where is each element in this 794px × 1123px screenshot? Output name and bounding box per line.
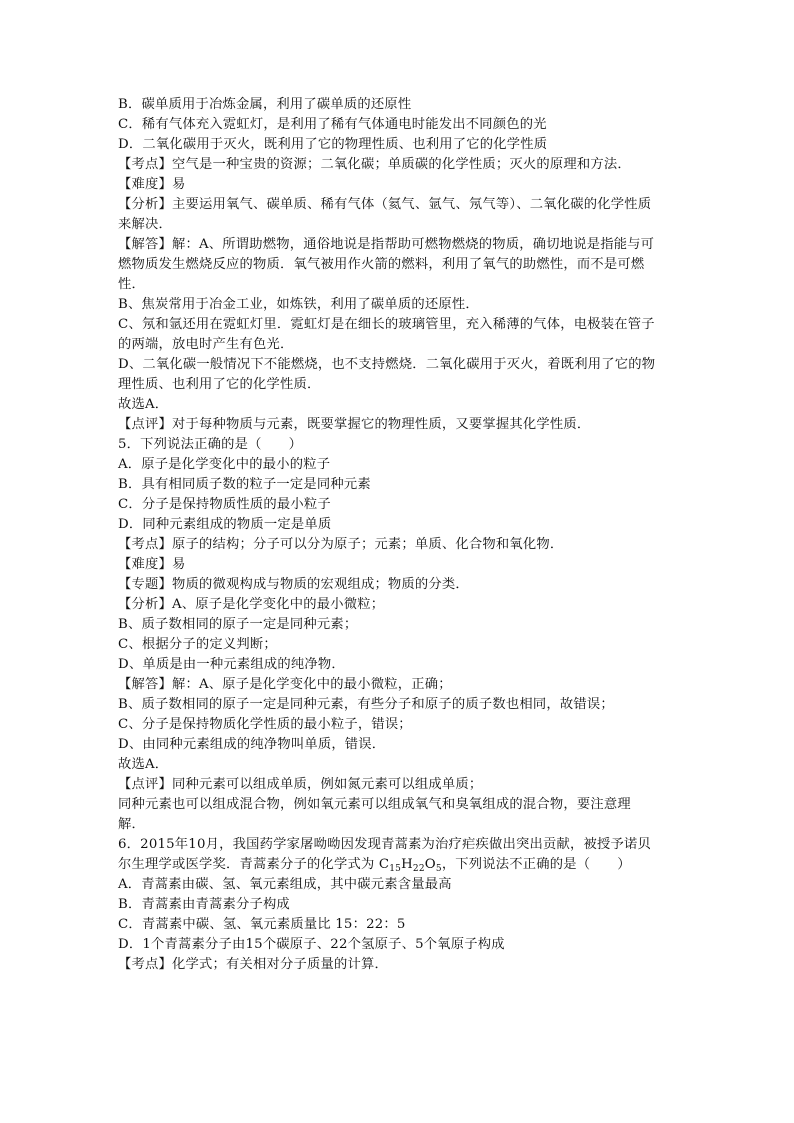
text-line: 同种元素也可以组成混合物，例如氧元素可以组成氧气和臭氧组成的混合物，要注意理	[118, 797, 631, 812]
text-line: C、分子是保持物质化学性质的最小粒子，错误；	[118, 717, 412, 732]
text-line: 故选A．	[118, 757, 169, 772]
text-line: 【分析】A、原子是化学变化中的最小微粒；	[118, 597, 385, 612]
text-line: C、氖和氩还用在霓虹灯里．霓虹灯是在细长的玻璃管里，充入稀薄的气体，电极装在管子	[118, 317, 655, 332]
text-line: 来解决．	[118, 217, 172, 232]
text-line: B．具有相同质子数的粒子一定是同种元素	[118, 477, 371, 492]
text-block-before	[118, 95, 678, 855]
text-block-after	[118, 875, 678, 975]
text-line: 【考点】原子的结构；分子可以分为原子；元素；单质、化合物和氧化物．	[118, 537, 564, 552]
formula-text-after: ，下列说法不正确的是（ ）	[441, 857, 631, 872]
text-line: B、质子数相同的原子一定是同种元素；	[118, 617, 358, 632]
text-line: 理性质、也利用了它的化学性质．	[118, 377, 321, 392]
text-line: C．稀有气体充入霓虹灯，是利用了稀有气体通电时能发出不同颜色的光	[118, 117, 547, 132]
text-line: 6．2015年10月，我国药学家屠呦呦因发现青蒿素为治疗疟疾做出突出贡献，被授予诺贝	[118, 837, 652, 852]
text-line: 性．	[118, 277, 145, 292]
text-line: 【考点】空气是一种宝贵的资源；二氧化碳；单质碳的化学性质；灭火的原理和方法．	[118, 157, 631, 172]
text-line: 【点评】同种元素可以组成单质，例如氮元素可以组成单质；	[118, 777, 483, 792]
document-page	[118, 95, 678, 975]
formula-subscript-o: 5	[435, 864, 442, 874]
formula-text-h: H	[401, 857, 413, 872]
formula-line	[118, 855, 678, 875]
text-line: D．1个青蒿素分子由15个碳原子、22个氢原子、5个氧原子构成	[118, 937, 505, 952]
text-line: B、焦炭常用于冶金工业，如炼铁，利用了碳单质的还原性．	[118, 297, 479, 312]
text-line: C．青蒿素中碳、氢、氧元素质量比 15：22：5	[118, 917, 406, 932]
text-line: D、单质是由一种元素组成的纯净物．	[118, 657, 345, 672]
text-line: D、二氧化碳一般情况下不能燃烧，也不支持燃烧．二氧化碳用于灭火，着既利用了它的物	[118, 357, 656, 372]
text-line: 【解答】解：A、原子是化学变化中的最小微粒，正确；	[118, 677, 452, 692]
text-line: A．原子是化学变化中的最小的粒子	[118, 457, 331, 472]
text-line: B、质子数相同的原子一定是同种元素，有些分子和原子的质子数也相同，故错误；	[118, 697, 614, 712]
text-line: 【点评】对于每种物质与元素，既要掌握它的物理性质，又要掌握其化学性质．	[118, 417, 591, 432]
formula-text-o: O	[424, 857, 436, 872]
text-line: D、由同种元素组成的纯净物叫单质，错误．	[118, 737, 386, 752]
text-line: 【解答】解：A、所谓助燃物，通俗地说是指帮助可燃物燃烧的物质，确切地说是指能与可	[118, 237, 655, 252]
text-line: C、根据分子的定义判断；	[118, 637, 277, 652]
text-line: 【考点】化学式；有关相对分子质量的计算．	[118, 957, 388, 972]
text-line: D．二氧化碳用于灭火，既利用了它的物理性质、也利用了它的化学性质	[118, 137, 548, 152]
text-line: 的两端，放电时产生有色光．	[118, 337, 294, 352]
formula-subscript-h: 22	[412, 864, 425, 874]
text-line: B．碳单质用于冶炼金属，利用了碳单质的还原性	[118, 97, 412, 112]
text-line: D．同种元素组成的物质一定是单质	[118, 517, 332, 532]
formula-text-before: 尔生理学或医学奖．青蒿素分子的化学式为 C	[118, 857, 390, 872]
text-line: 故选A．	[118, 397, 169, 412]
text-line: 【难度】易	[118, 557, 186, 572]
text-line: 5．下列说法正确的是（ ）	[118, 437, 303, 452]
text-line: 【专题】物质的微观构成与物质的宏观组成；物质的分类．	[118, 577, 469, 592]
text-line: B．青蒿素由青蒿素分子构成	[118, 897, 290, 912]
text-line: 【分析】主要运用氧气、碳单质、稀有气体（氦气、氩气、氖气等）、二氧化碳的化学性质	[118, 197, 652, 212]
text-line: 解．	[118, 817, 145, 832]
text-line: 【难度】易	[118, 177, 186, 192]
formula-subscript-c: 15	[389, 864, 402, 874]
text-line: 燃物质发生燃烧反应的物质．氧气被用作火箭的燃料，利用了氧气的助燃性，而不是可燃	[118, 257, 645, 272]
text-line: A．青蒿素由碳、氢、氧元素组成，其中碳元素含量最高	[118, 877, 452, 892]
text-line: C．分子是保持物质性质的最小粒子	[118, 497, 331, 512]
